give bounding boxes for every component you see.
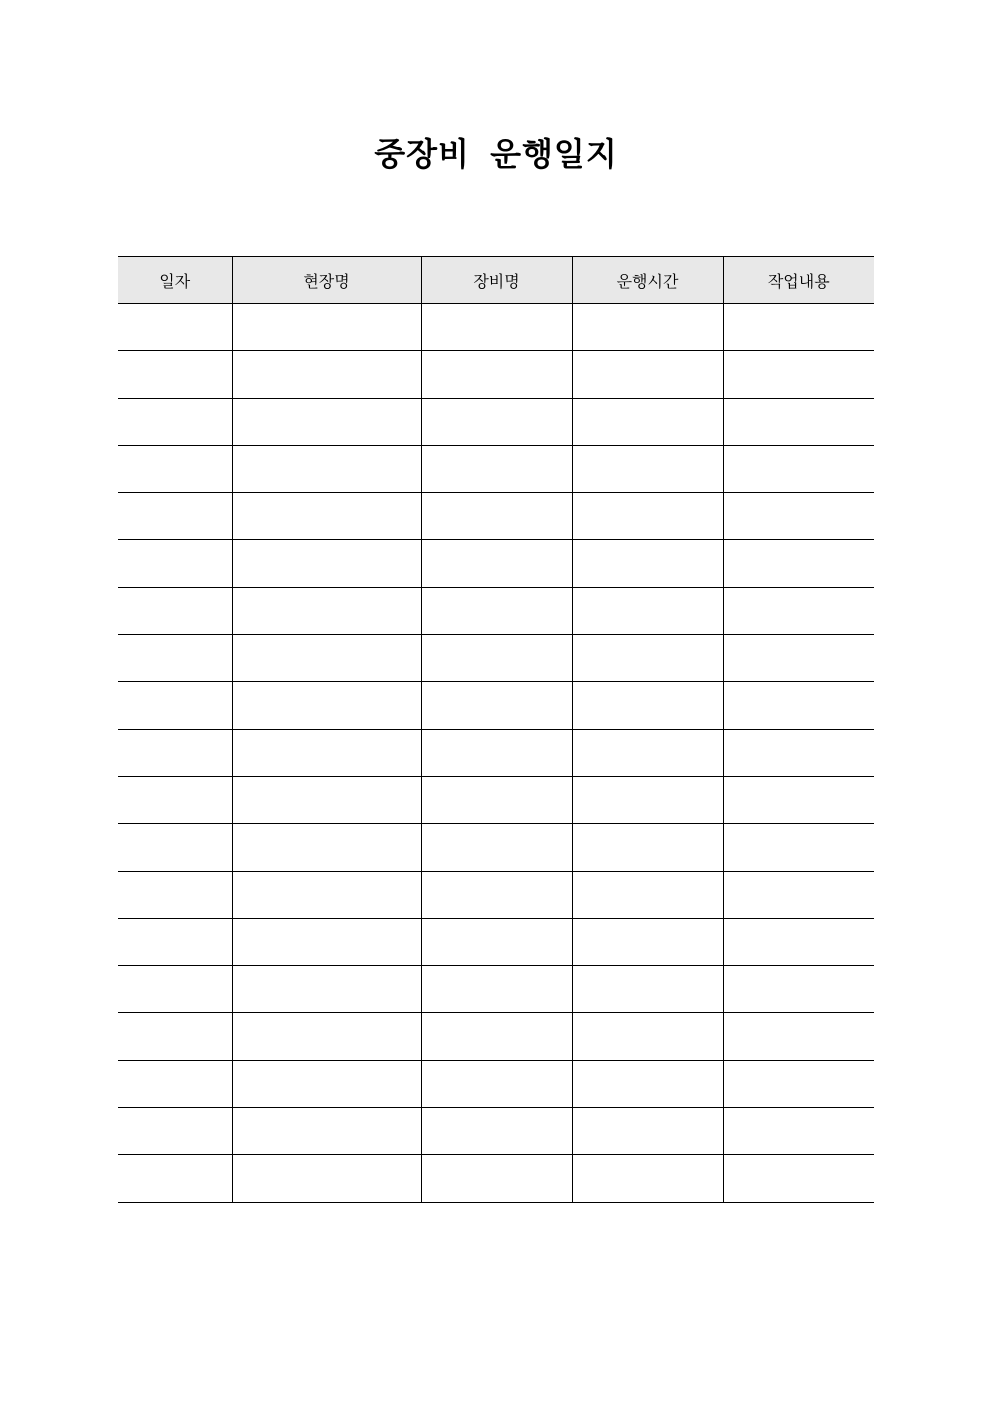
cell-work-content[interactable]: [723, 304, 874, 351]
table-row: [118, 398, 874, 445]
cell-work-content[interactable]: [723, 445, 874, 492]
table-row: [118, 1108, 874, 1155]
cell-date[interactable]: [118, 587, 232, 634]
cell-work-content[interactable]: [723, 1155, 874, 1202]
cell-date[interactable]: [118, 398, 232, 445]
cell-equipment-name[interactable]: [421, 635, 572, 682]
table-row: [118, 966, 874, 1013]
cell-operating-hours[interactable]: [572, 729, 723, 776]
table-row: [118, 1155, 874, 1202]
header-work-content: 작업내용: [723, 257, 874, 304]
table-row: [118, 918, 874, 965]
cell-operating-hours[interactable]: [572, 1060, 723, 1107]
cell-equipment-name[interactable]: [421, 445, 572, 492]
cell-date[interactable]: [118, 493, 232, 540]
cell-site-name[interactable]: [232, 493, 421, 540]
cell-site-name[interactable]: [232, 1060, 421, 1107]
cell-date[interactable]: [118, 1155, 232, 1202]
cell-date[interactable]: [118, 871, 232, 918]
cell-date[interactable]: [118, 918, 232, 965]
cell-site-name[interactable]: [232, 871, 421, 918]
cell-work-content[interactable]: [723, 729, 874, 776]
cell-equipment-name[interactable]: [421, 493, 572, 540]
table-body: [118, 304, 874, 1203]
table-row: [118, 729, 874, 776]
table-row: [118, 351, 874, 398]
cell-operating-hours[interactable]: [572, 398, 723, 445]
cell-equipment-name[interactable]: [421, 729, 572, 776]
operation-log-table: [118, 256, 874, 1203]
cell-work-content[interactable]: [723, 587, 874, 634]
cell-operating-hours[interactable]: [572, 776, 723, 823]
cell-work-content[interactable]: [723, 682, 874, 729]
cell-work-content[interactable]: [723, 918, 874, 965]
cell-date[interactable]: [118, 304, 232, 351]
table-row: [118, 824, 874, 871]
table-row: [118, 682, 874, 729]
cell-equipment-name[interactable]: [421, 304, 572, 351]
table-row: [118, 871, 874, 918]
cell-work-content[interactable]: [723, 966, 874, 1013]
table-row: [118, 776, 874, 823]
cell-site-name[interactable]: [232, 966, 421, 1013]
table-header-row: [118, 257, 874, 304]
table-row: [118, 493, 874, 540]
cell-work-content[interactable]: [723, 540, 874, 587]
cell-equipment-name[interactable]: [421, 398, 572, 445]
cell-site-name[interactable]: [232, 682, 421, 729]
cell-operating-hours[interactable]: [572, 540, 723, 587]
cell-operating-hours[interactable]: [572, 966, 723, 1013]
cell-work-content[interactable]: [723, 871, 874, 918]
cell-date[interactable]: [118, 1013, 232, 1060]
cell-site-name[interactable]: [232, 776, 421, 823]
table-row: [118, 540, 874, 587]
cell-date[interactable]: [118, 824, 232, 871]
header-site-name: 현장명: [232, 257, 421, 304]
cell-site-name[interactable]: [232, 351, 421, 398]
cell-work-content[interactable]: [723, 351, 874, 398]
cell-operating-hours[interactable]: [572, 635, 723, 682]
cell-equipment-name[interactable]: [421, 966, 572, 1013]
cell-equipment-name[interactable]: [421, 351, 572, 398]
table-row: [118, 1013, 874, 1060]
cell-operating-hours[interactable]: [572, 824, 723, 871]
cell-equipment-name[interactable]: [421, 871, 572, 918]
cell-site-name[interactable]: [232, 304, 421, 351]
header-equipment-name: 장비명: [421, 257, 572, 304]
cell-date[interactable]: [118, 1060, 232, 1107]
cell-equipment-name[interactable]: [421, 824, 572, 871]
cell-date[interactable]: [118, 540, 232, 587]
table-row: [118, 445, 874, 492]
cell-date[interactable]: [118, 729, 232, 776]
cell-operating-hours[interactable]: [572, 682, 723, 729]
document-title: 중장비 운행일지: [374, 135, 618, 173]
cell-work-content[interactable]: [723, 1060, 874, 1107]
cell-date[interactable]: [118, 1108, 232, 1155]
cell-operating-hours[interactable]: [572, 445, 723, 492]
table-row: [118, 587, 874, 634]
cell-site-name[interactable]: [232, 1108, 421, 1155]
cell-work-content[interactable]: [723, 1108, 874, 1155]
cell-site-name[interactable]: [232, 540, 421, 587]
cell-work-content[interactable]: [723, 493, 874, 540]
table-row: [118, 635, 874, 682]
cell-site-name[interactable]: [232, 1155, 421, 1202]
cell-site-name[interactable]: [232, 1013, 421, 1060]
cell-work-content[interactable]: [723, 398, 874, 445]
cell-equipment-name[interactable]: [421, 1155, 572, 1202]
cell-site-name[interactable]: [232, 729, 421, 776]
cell-equipment-name[interactable]: [421, 776, 572, 823]
cell-date[interactable]: [118, 682, 232, 729]
cell-operating-hours[interactable]: [572, 1108, 723, 1155]
cell-equipment-name[interactable]: [421, 587, 572, 634]
cell-equipment-name[interactable]: [421, 1013, 572, 1060]
cell-operating-hours[interactable]: [572, 351, 723, 398]
cell-equipment-name[interactable]: [421, 1108, 572, 1155]
cell-operating-hours[interactable]: [572, 304, 723, 351]
cell-date[interactable]: [118, 966, 232, 1013]
table-row: [118, 1060, 874, 1107]
cell-site-name[interactable]: [232, 824, 421, 871]
cell-operating-hours[interactable]: [572, 871, 723, 918]
cell-work-content[interactable]: [723, 776, 874, 823]
cell-date[interactable]: [118, 351, 232, 398]
cell-site-name[interactable]: [232, 445, 421, 492]
cell-work-content[interactable]: [723, 824, 874, 871]
table-row: [118, 304, 874, 351]
cell-operating-hours[interactable]: [572, 1013, 723, 1060]
cell-site-name[interactable]: [232, 635, 421, 682]
cell-date[interactable]: [118, 776, 232, 823]
cell-operating-hours[interactable]: [572, 918, 723, 965]
cell-date[interactable]: [118, 635, 232, 682]
cell-equipment-name[interactable]: [421, 1060, 572, 1107]
header-operating-hours: 운행시간: [572, 257, 723, 304]
cell-equipment-name[interactable]: [421, 918, 572, 965]
cell-work-content[interactable]: [723, 635, 874, 682]
cell-operating-hours[interactable]: [572, 1155, 723, 1202]
cell-site-name[interactable]: [232, 398, 421, 445]
cell-operating-hours[interactable]: [572, 587, 723, 634]
cell-operating-hours[interactable]: [572, 493, 723, 540]
cell-equipment-name[interactable]: [421, 682, 572, 729]
header-date: 일자: [118, 257, 232, 304]
cell-equipment-name[interactable]: [421, 540, 572, 587]
cell-work-content[interactable]: [723, 1013, 874, 1060]
cell-site-name[interactable]: [232, 587, 421, 634]
cell-site-name[interactable]: [232, 918, 421, 965]
cell-date[interactable]: [118, 445, 232, 492]
